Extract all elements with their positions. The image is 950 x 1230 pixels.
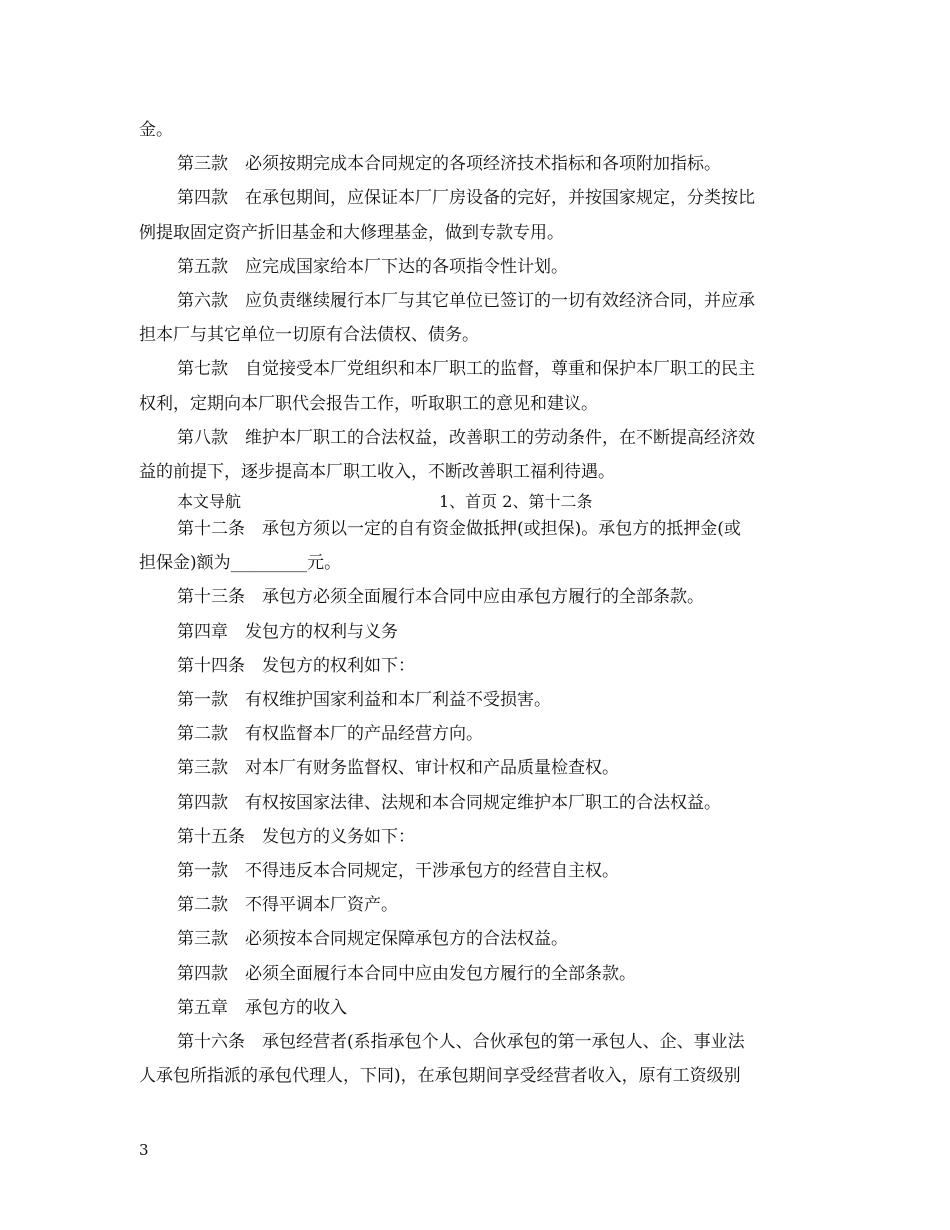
text-line: 第十五条 发包方的义务如下： <box>177 826 415 847</box>
article-navigation <box>139 489 814 512</box>
text-line: 第一款 不得违反本合同规定，干涉承包方的经营自主权。 <box>177 860 619 881</box>
text-line: 第三款 对本厂有财务监督权、审计权和产品质量检查权。 <box>177 758 619 779</box>
text-line: 金。 <box>139 120 173 140</box>
text-line: 第十四条 发包方的权利如下： <box>177 655 415 676</box>
text-line: 担保金)额为_________元。 <box>139 553 342 574</box>
text-line: 第三款 必须按本合同规定保障承包方的合法权益。 <box>177 929 568 950</box>
text-line: 第四款 在承包期间，应保证本厂厂房设备的完好，并按国家规定，分类按比 <box>177 188 755 209</box>
text-line: 第四款 有权按国家法律、法规和本合同规定维护本厂职工的合法权益。 <box>177 792 721 813</box>
text-line: 第二款 有权监督本厂的产品经营方向。 <box>177 724 483 745</box>
text-line: 第四款 必须全面履行本合同中应由发包方履行的全部条款。 <box>177 963 636 984</box>
navigation-label: 本文导航 <box>177 492 242 512</box>
text-line: 益的前提下，逐步提高本厂职工收入，不断改善职工福利待遇。 <box>139 461 615 482</box>
text-line: 第八款 维护本厂职工的合法权益，改善职工的劳动条件，在不断提高经济效 <box>177 427 755 448</box>
text-block-upper <box>139 113 814 489</box>
text-line: 第十二条 承包方须以一定的自有资金做抵押(或担保)。承包方的抵押金(或 <box>177 519 741 540</box>
page-number: 3 <box>139 1141 149 1159</box>
text-line: 第二款 不得平调本厂资产。 <box>177 895 398 916</box>
text-line: 第十三条 承包方必须全面履行本合同中应由承包方履行的全部条款。 <box>177 587 704 608</box>
text-line: 第五款 应完成国家给本厂下达的各项指令性计划。 <box>177 256 568 277</box>
text-line: 担本厂与其它单位一切原有合法债权、债务。 <box>139 325 479 346</box>
text-block-lower <box>139 512 814 1093</box>
text-line: 第四章 发包方的权利与义务 <box>177 621 398 642</box>
text-line: 第一款 有权维护国家利益和本厂利益不受损害。 <box>177 690 551 710</box>
text-line: 第十六条 承包经营者(系指承包个人、合伙承包的第一承包人、企、事业法 <box>177 1031 745 1052</box>
text-line: 人承包所指派的承包代理人，下同)，在承包期间享受经营者收入，原有工资级别 <box>139 1066 741 1087</box>
text-line: 第七款 自觉接受本厂党组织和本厂职工的监督，尊重和保护本厂职工的民主 <box>177 359 755 380</box>
document-body <box>139 113 814 1093</box>
text-line: 第五章 承包方的收入 <box>177 997 347 1018</box>
text-line: 例提取固定资产折旧基金和大修理基金，做到专款专用。 <box>139 222 564 243</box>
text-line: 第六款 应负责继续履行本厂与其它单位已签订的一切有效经济合同，并应承 <box>177 290 755 311</box>
text-line: 第三款 必须按期完成本合同规定的各项经济技术指标和各项附加指标。 <box>177 154 721 175</box>
navigation-links[interactable]: 1、首页 2、第十二条 <box>439 492 593 512</box>
text-line: 权利，定期向本厂职代会报告工作，听取职工的意见和建议。 <box>139 393 598 414</box>
